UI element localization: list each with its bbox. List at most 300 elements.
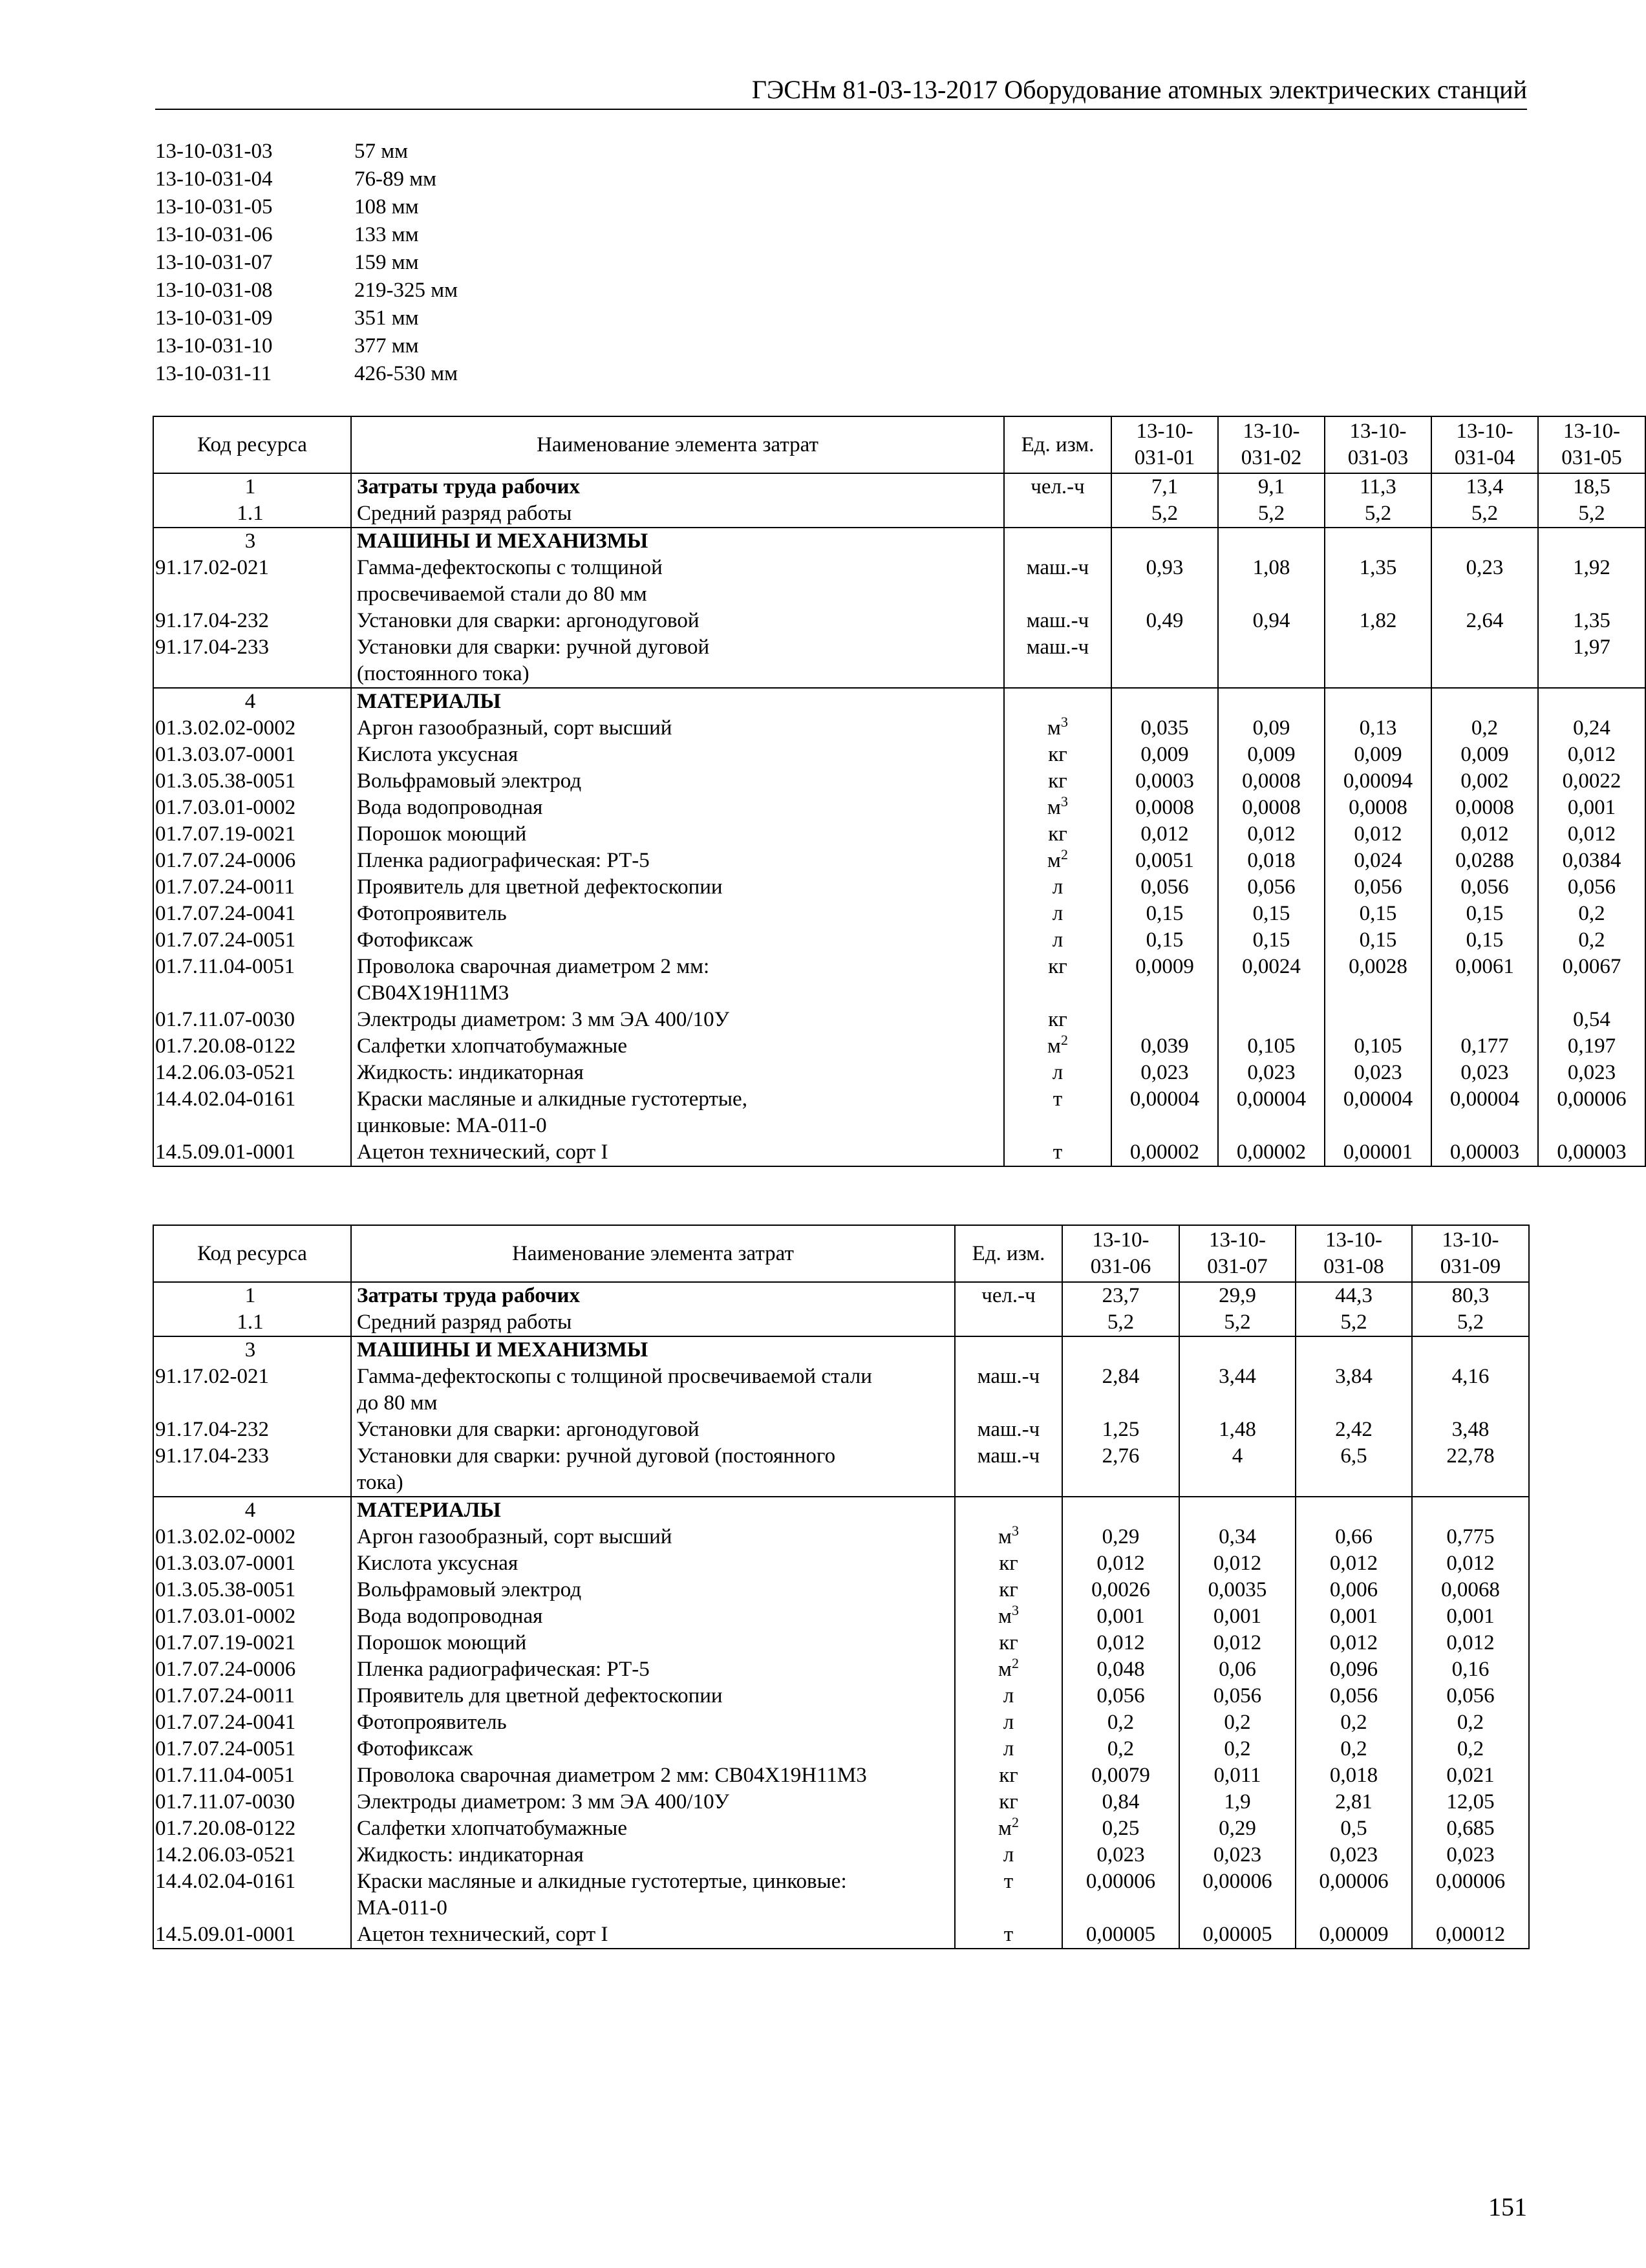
page-number: 151 <box>1488 2192 1527 2221</box>
cost-table-2 <box>153 1225 1530 1949</box>
row-unit-exponent: 3 <box>1060 714 1068 730</box>
row-unit-text: л <box>1052 875 1063 899</box>
row-name <box>351 1815 955 1842</box>
row-unit-text: л <box>1003 1684 1014 1707</box>
row-unit-text: кг <box>999 1764 1018 1787</box>
row-name <box>351 848 1004 874</box>
row-unit <box>1004 821 1111 848</box>
row-name <box>351 1842 955 1868</box>
row-code: 14.4.02.04-0161 <box>153 1086 351 1139</box>
row-value: 0,00005 <box>1062 1921 1179 1949</box>
table-row <box>153 1497 1529 1524</box>
row-value: 0,00004 <box>1325 1086 1431 1139</box>
row-name-line: Аргон газообразный, сорт высший <box>357 1525 672 1548</box>
table-row <box>153 927 1645 954</box>
row-value: 0,66 <box>1296 1524 1412 1550</box>
row-value: 0,00006 <box>1538 1086 1645 1139</box>
row-value: 0,011 <box>1179 1762 1296 1789</box>
row-value: 0,2 <box>1179 1736 1296 1762</box>
row-value: 0,0026 <box>1062 1577 1179 1603</box>
row-value: 0,0288 <box>1431 848 1538 874</box>
item-code: 13-10-031-07 <box>155 251 273 274</box>
row-name-line: Фотопроявитель <box>357 1711 507 1734</box>
row-value: 0,0061 <box>1431 954 1538 1007</box>
row-value: 2,42 <box>1296 1417 1412 1443</box>
header-column-line: 031-01 <box>1134 446 1195 469</box>
row-name-line: тока) <box>357 1471 403 1494</box>
row-value: 0,001 <box>1412 1603 1529 1630</box>
row-value: 4 <box>1179 1443 1296 1497</box>
row-value <box>1111 634 1218 688</box>
row-value: 80,3 <box>1412 1282 1529 1309</box>
row-name-line: Средний разряд работы <box>357 502 572 525</box>
table-row <box>153 528 1645 555</box>
row-value <box>1179 1497 1296 1524</box>
table-row <box>153 1033 1645 1060</box>
row-unit <box>1004 1139 1111 1166</box>
row-unit-text: кг <box>1048 955 1067 978</box>
row-unit-text: кг <box>1048 822 1067 846</box>
row-name-line: Средний разряд работы <box>357 1311 572 1334</box>
row-name <box>351 1336 955 1364</box>
row-unit-text: маш.-ч <box>1026 636 1089 659</box>
row-code: 91.17.02-021 <box>153 1364 351 1417</box>
row-name-line: Кислота уксусная <box>357 1552 518 1575</box>
row-value: 0,00003 <box>1431 1139 1538 1166</box>
row-name-line: Аргон газообразный, сорт высший <box>357 716 672 740</box>
row-value <box>1325 528 1431 555</box>
row-value: 0,49 <box>1111 608 1218 634</box>
row-name-line: Проволока сварочная диаметром 2 мм: <box>357 955 710 978</box>
table-row <box>153 1060 1645 1086</box>
table-row <box>153 473 1645 500</box>
row-name <box>351 874 1004 901</box>
row-value: 0,056 <box>1412 1683 1529 1709</box>
row-unit-text: кг <box>999 1631 1018 1654</box>
header-name: Наименование элемента затрат <box>351 416 1004 473</box>
row-unit <box>955 1815 1062 1842</box>
header-column-line: 031-07 <box>1207 1255 1268 1278</box>
row-value: 1,35 <box>1538 608 1645 634</box>
table-row <box>153 1007 1645 1033</box>
code-list-item <box>155 166 737 193</box>
row-value: 0,16 <box>1412 1656 1529 1683</box>
row-value: 12,05 <box>1412 1789 1529 1815</box>
row-name <box>351 1630 955 1656</box>
row-value <box>1111 528 1218 555</box>
row-name <box>351 1656 955 1683</box>
row-value: 0,2 <box>1296 1736 1412 1762</box>
header-column-line: 031-08 <box>1323 1255 1384 1278</box>
row-value: 0,93 <box>1111 555 1218 608</box>
row-value: 0,012 <box>1296 1630 1412 1656</box>
row-name <box>351 1603 955 1630</box>
row-value: 0,0067 <box>1538 954 1645 1007</box>
code-list-item <box>155 138 737 166</box>
row-name <box>351 795 1004 821</box>
row-unit-text: т <box>1053 1087 1063 1111</box>
header-column-line: 13-10- <box>1092 1228 1149 1252</box>
row-value: 0,29 <box>1179 1815 1296 1842</box>
row-value <box>1431 634 1538 688</box>
row-value: 0,0003 <box>1111 768 1218 795</box>
row-value: 5,2 <box>1062 1309 1179 1336</box>
row-value: 0,048 <box>1062 1656 1179 1683</box>
row-name-line: Гамма-дефектоскопы с толщиной просвечиваемой стали <box>357 1365 872 1388</box>
row-unit <box>1004 555 1111 608</box>
row-name <box>351 528 1004 555</box>
header-column <box>1325 416 1431 473</box>
row-name-line: СВ04Х19Н11М3 <box>357 981 509 1005</box>
row-value: 0,00006 <box>1412 1868 1529 1921</box>
table-row <box>153 1309 1529 1336</box>
row-value: 0,012 <box>1325 821 1431 848</box>
row-value: 0,00002 <box>1111 1139 1218 1166</box>
table-row <box>153 821 1645 848</box>
table-row <box>153 848 1645 874</box>
row-value: 0,023 <box>1062 1842 1179 1868</box>
row-unit-text: кг <box>999 1578 1018 1601</box>
row-value: 0,2 <box>1538 901 1645 927</box>
row-value: 0,056 <box>1218 874 1325 901</box>
row-name-line: Жидкость: индикаторная <box>357 1061 584 1084</box>
row-value: 0,0024 <box>1218 954 1325 1007</box>
row-code: 91.17.04-232 <box>153 608 351 634</box>
row-value: 0,021 <box>1412 1762 1529 1789</box>
row-unit-text: м <box>1047 796 1061 819</box>
row-unit-text: т <box>1003 1923 1014 1946</box>
row-name <box>351 555 1004 608</box>
table-row <box>153 715 1645 742</box>
row-unit-text: маш.-ч <box>977 1444 1040 1468</box>
item-code: 13-10-031-08 <box>155 279 273 302</box>
row-value: 0,2 <box>1412 1736 1529 1762</box>
row-value: 0,056 <box>1179 1683 1296 1709</box>
row-unit <box>1004 715 1111 742</box>
row-value: 0,34 <box>1179 1524 1296 1550</box>
row-unit-text: м <box>1047 716 1061 740</box>
row-code: 1.1 <box>153 1309 351 1336</box>
row-code: 01.7.03.01-0002 <box>153 795 351 821</box>
header-name: Наименование элемента затрат <box>351 1225 955 1282</box>
row-unit-text: л <box>1003 1737 1014 1760</box>
page-header: ГЭСНм 81-03-13-2017 Оборудование атомных электрических станций <box>155 72 1527 110</box>
header-column <box>1431 416 1538 473</box>
row-name <box>351 1497 955 1524</box>
row-name-line: Затраты труда рабочих <box>357 475 580 498</box>
row-value: 0,012 <box>1062 1630 1179 1656</box>
row-value: 0,105 <box>1218 1033 1325 1060</box>
row-unit-text: чел.-ч <box>1031 475 1085 498</box>
header-column-line: 031-05 <box>1561 446 1622 469</box>
row-unit-exponent: 2 <box>1060 1032 1068 1048</box>
row-value: 0,056 <box>1325 874 1431 901</box>
row-value: 0,012 <box>1412 1550 1529 1577</box>
row-value: 0,0008 <box>1111 795 1218 821</box>
code-list <box>155 138 737 388</box>
row-code: 3 <box>153 528 351 555</box>
row-unit <box>1004 608 1111 634</box>
row-value: 0,2 <box>1062 1709 1179 1736</box>
item-code: 13-10-031-06 <box>155 223 273 246</box>
row-value: 0,0008 <box>1325 795 1431 821</box>
item-code: 13-10-031-04 <box>155 167 273 191</box>
row-name-line: Фотофиксаж <box>357 928 473 952</box>
row-name-line: Порошок моющий <box>357 822 527 846</box>
row-name-line: Ацетон технический, сорт I <box>357 1140 608 1164</box>
row-value: 0,0008 <box>1218 795 1325 821</box>
code-list-item <box>155 332 737 360</box>
row-value: 0,0028 <box>1325 954 1431 1007</box>
row-value: 0,25 <box>1062 1815 1179 1842</box>
row-unit <box>955 1736 1062 1762</box>
row-code: 01.7.20.08-0122 <box>153 1033 351 1060</box>
row-name-line: Электроды диаметром: 3 мм ЭА 400/10У <box>357 1790 729 1813</box>
row-value: 0,018 <box>1296 1762 1412 1789</box>
row-value <box>1296 1497 1412 1524</box>
row-value: 0,0009 <box>1111 954 1218 1007</box>
row-unit <box>955 1842 1062 1868</box>
row-code: 91.17.04-232 <box>153 1417 351 1443</box>
row-value: 0,15 <box>1325 927 1431 954</box>
table-row <box>153 1417 1529 1443</box>
cost-table-1 <box>153 416 1646 1167</box>
row-unit <box>1004 927 1111 954</box>
row-unit <box>1004 634 1111 688</box>
row-value: 0,00006 <box>1296 1868 1412 1921</box>
header-column-line: 031-06 <box>1090 1255 1151 1278</box>
row-value: 0,685 <box>1412 1815 1529 1842</box>
row-unit <box>1004 1060 1111 1086</box>
table-row <box>153 1603 1529 1630</box>
row-value: 0,94 <box>1218 608 1325 634</box>
row-value <box>1179 1336 1296 1364</box>
row-name <box>351 608 1004 634</box>
header-column-line: 031-04 <box>1454 446 1515 469</box>
row-name <box>351 1868 955 1921</box>
row-value: 0,06 <box>1179 1656 1296 1683</box>
row-value <box>1412 1336 1529 1364</box>
row-value: 0,023 <box>1179 1842 1296 1868</box>
row-code: 91.17.04-233 <box>153 634 351 688</box>
row-unit <box>955 1683 1062 1709</box>
row-unit <box>1004 742 1111 768</box>
row-name <box>351 954 1004 1007</box>
row-value: 0,00002 <box>1218 1139 1325 1166</box>
row-value <box>1062 1336 1179 1364</box>
row-name-line: Вольфрамовый электрод <box>357 1578 582 1601</box>
header-column-line: 031-02 <box>1241 446 1302 469</box>
row-name <box>351 1709 955 1736</box>
row-name <box>351 1282 955 1309</box>
row-value <box>1325 1007 1431 1033</box>
row-value: 23,7 <box>1062 1282 1179 1309</box>
table-row <box>153 901 1645 927</box>
item-code: 13-10-031-03 <box>155 140 273 163</box>
row-unit <box>1004 768 1111 795</box>
row-unit <box>955 1524 1062 1550</box>
row-unit <box>955 1309 1062 1336</box>
row-value: 0,00004 <box>1111 1086 1218 1139</box>
row-value: 0,035 <box>1111 715 1218 742</box>
row-value: 22,78 <box>1412 1443 1529 1497</box>
row-name-line: МАТЕРИАЛЫ <box>357 1499 501 1522</box>
row-name-line: МАШИНЫ И МЕХАНИЗМЫ <box>357 1338 648 1362</box>
item-size: 377 мм <box>354 334 419 358</box>
row-value: 5,2 <box>1538 500 1645 528</box>
row-value: 0,001 <box>1296 1603 1412 1630</box>
row-code: 01.7.07.19-0021 <box>153 1630 351 1656</box>
row-name-line: Установки для сварки: аргонодуговой <box>357 609 700 632</box>
table-row <box>153 742 1645 768</box>
header-column <box>1111 416 1218 473</box>
row-value: 0,09 <box>1218 715 1325 742</box>
item-code: 13-10-031-10 <box>155 334 273 358</box>
item-size: 57 мм <box>354 140 409 163</box>
row-code: 01.7.07.24-0011 <box>153 1683 351 1709</box>
row-value: 0,00003 <box>1538 1139 1645 1166</box>
row-code: 91.17.02-021 <box>153 555 351 608</box>
row-name <box>351 821 1004 848</box>
row-value: 9,1 <box>1218 473 1325 500</box>
row-value: 29,9 <box>1179 1282 1296 1309</box>
row-name <box>351 473 1004 500</box>
row-name <box>351 1033 1004 1060</box>
row-name-line: Затраты труда рабочих <box>357 1284 580 1307</box>
row-value: 0,023 <box>1325 1060 1431 1086</box>
row-unit <box>1004 528 1111 555</box>
row-unit-text: л <box>1003 1711 1014 1734</box>
row-value: 0,105 <box>1325 1033 1431 1060</box>
row-unit-exponent: 2 <box>1060 846 1068 862</box>
row-value: 2,76 <box>1062 1443 1179 1497</box>
header-column-line: 13-10- <box>1442 1228 1499 1252</box>
table-row <box>153 1364 1529 1417</box>
table-row <box>153 500 1645 528</box>
row-value: 5,2 <box>1325 500 1431 528</box>
table-row <box>153 1443 1529 1497</box>
table-row <box>153 1630 1529 1656</box>
row-code: 01.7.07.19-0021 <box>153 821 351 848</box>
row-value: 0,002 <box>1431 768 1538 795</box>
code-list-item <box>155 221 737 249</box>
row-name <box>351 1309 955 1336</box>
row-unit-text: маш.-ч <box>977 1418 1040 1441</box>
row-value <box>1431 528 1538 555</box>
header-column-line: 031-03 <box>1347 446 1409 469</box>
row-value: 0,056 <box>1538 874 1645 901</box>
table-row <box>153 1736 1529 1762</box>
row-value: 0,00006 <box>1179 1868 1296 1921</box>
row-name-line: Установки для сварки: ручной дуговой <box>357 636 710 659</box>
row-value: 0,039 <box>1111 1033 1218 1060</box>
header-column <box>1412 1225 1529 1282</box>
row-name <box>351 634 1004 688</box>
row-value: 0,0079 <box>1062 1762 1179 1789</box>
table-row <box>153 1868 1529 1921</box>
row-value: 0,00009 <box>1296 1921 1412 1949</box>
row-code: 3 <box>153 1336 351 1364</box>
header-column-line: 13-10- <box>1209 1228 1266 1252</box>
row-value: 0,00006 <box>1062 1868 1179 1921</box>
row-value: 18,5 <box>1538 473 1645 500</box>
row-unit-text: м <box>998 1525 1012 1548</box>
row-unit-exponent: 3 <box>1060 793 1068 809</box>
row-value: 1,25 <box>1062 1417 1179 1443</box>
row-unit <box>955 1709 1062 1736</box>
row-unit-exponent: 3 <box>1011 1602 1019 1618</box>
row-name <box>351 715 1004 742</box>
row-value: 0,009 <box>1111 742 1218 768</box>
row-value: 0,012 <box>1431 821 1538 848</box>
table-row <box>153 954 1645 1007</box>
row-value <box>1111 688 1218 715</box>
row-name-line: Установки для сварки: ручной дуговой (постоянного <box>357 1444 836 1468</box>
row-value: 0,00001 <box>1325 1139 1431 1166</box>
row-unit-text: кг <box>1048 1008 1067 1031</box>
item-size: 219-325 мм <box>354 279 458 302</box>
row-value: 0,012 <box>1111 821 1218 848</box>
row-unit-text: т <box>1003 1870 1014 1893</box>
row-name <box>351 1736 955 1762</box>
row-code: 01.7.03.01-0002 <box>153 1603 351 1630</box>
row-unit <box>1004 874 1111 901</box>
header-code: Код ресурса <box>153 416 351 473</box>
row-value: 0,15 <box>1218 901 1325 927</box>
row-value: 0,00004 <box>1218 1086 1325 1139</box>
row-name <box>351 1550 955 1577</box>
row-unit-text: м <box>998 1817 1012 1840</box>
row-unit-text: м <box>998 1605 1012 1628</box>
row-value: 5,2 <box>1431 500 1538 528</box>
row-value: 0,15 <box>1431 901 1538 927</box>
row-value: 0,0008 <box>1218 768 1325 795</box>
row-name <box>351 1060 1004 1086</box>
row-value: 2,84 <box>1062 1364 1179 1417</box>
row-value: 0,15 <box>1111 927 1218 954</box>
row-value: 0,00012 <box>1412 1921 1529 1949</box>
table-row <box>153 1139 1645 1166</box>
row-name-line: Салфетки хлопчатобумажные <box>357 1034 627 1058</box>
table-row <box>153 1282 1529 1309</box>
row-code: 01.7.07.24-0006 <box>153 848 351 874</box>
header-unit: Ед. изм. <box>1004 416 1111 473</box>
row-value: 0,001 <box>1179 1603 1296 1630</box>
row-value: 0,056 <box>1431 874 1538 901</box>
row-value: 0,023 <box>1218 1060 1325 1086</box>
row-value: 0,15 <box>1111 901 1218 927</box>
table-row <box>153 555 1645 608</box>
row-unit <box>1004 473 1111 500</box>
header-column-line: 13-10- <box>1349 420 1407 443</box>
table-row <box>153 608 1645 634</box>
row-value: 0,15 <box>1431 927 1538 954</box>
item-size: 108 мм <box>354 195 419 219</box>
table-row <box>153 874 1645 901</box>
row-unit <box>1004 500 1111 528</box>
row-code: 01.7.11.04-0051 <box>153 1762 351 1789</box>
row-value: 0,23 <box>1431 555 1538 608</box>
row-unit <box>955 1550 1062 1577</box>
row-code: 01.3.02.02-0002 <box>153 1524 351 1550</box>
row-value: 1,35 <box>1325 555 1431 608</box>
row-name-line: Ацетон технический, сорт I <box>357 1923 608 1946</box>
table-row <box>153 1683 1529 1709</box>
header-column-line: 13-10- <box>1136 420 1193 443</box>
row-value: 0,2 <box>1179 1709 1296 1736</box>
row-code: 01.7.11.07-0030 <box>153 1789 351 1815</box>
row-value: 0,023 <box>1431 1060 1538 1086</box>
